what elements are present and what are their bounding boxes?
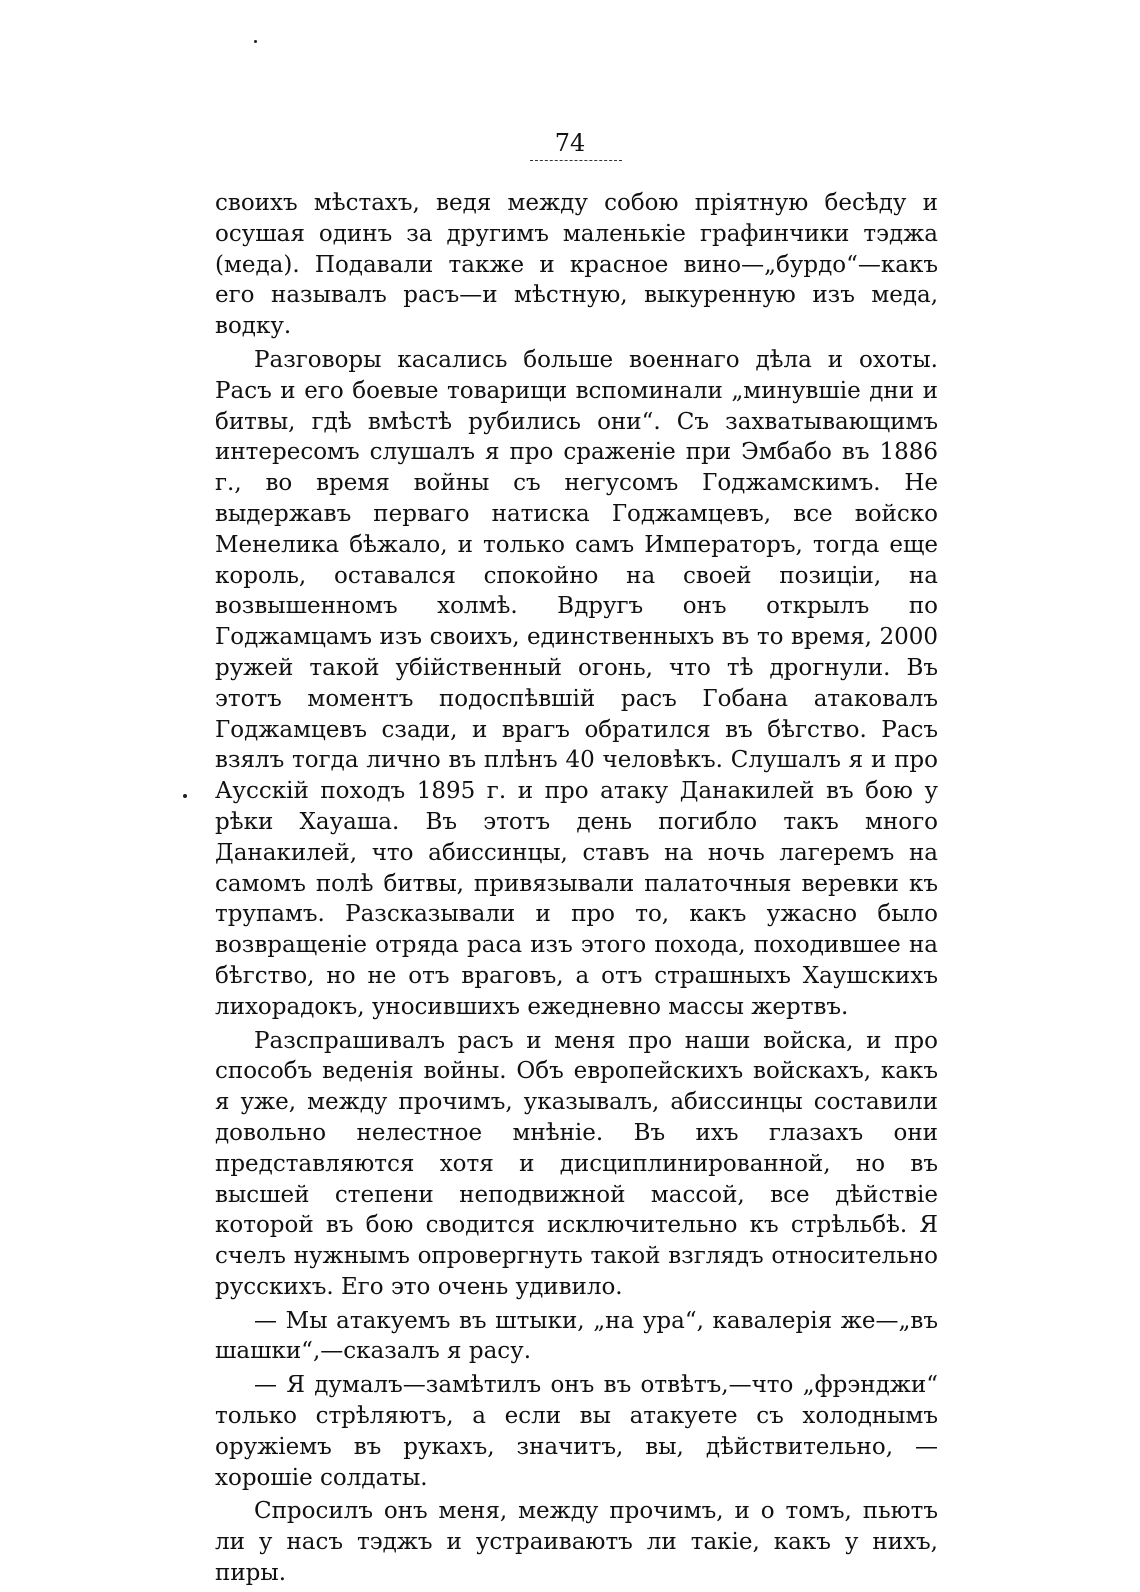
paragraph-5: — Я думалъ—замѣтилъ онъ въ отвѣтъ,—что „фрэнджи“ только стрѣляютъ, а если вы атакуете съ холоднымъ оружіемъ въ рукахъ, значитъ, вы, дѣйствительно, — хорошіе солдаты. xyxy=(215,1372,938,1491)
paragraph-2: Разговоры касались больше военнаго дѣла и охоты. Расъ и его боевые товарищи вспоминали „минувшіе дни и битвы, гдѣ вмѣстѣ рубились они“. Съ захватывающимъ интересомъ слушалъ я про сраженіе при Эмбабо въ 1886 г., во время войны съ негусомъ Годжамскимъ. Не выдержавъ перваго натиска Годжамцевъ, все войско Менелика бѣжало, и только самъ Императоръ, тогда еще король, оставался спокойно на своей позиціи, на возвышенномъ холмѣ. Вдругъ онъ открылъ по Годжамцамъ изъ своихъ, единственныхъ въ то время, 2000 ружей такой убійственный огонь, что тѣ дрогнули. Въ этотъ моментъ подоспѣвшій расъ Гобана атаковалъ Годжамцевъ сзади, и врагъ обратился въ бѣгство. Расъ взялъ тогда лично въ плѣнъ 40 человѣкъ. Слушалъ я и про Аусскій походъ 1895 г. и про атаку Данакилей въ бою у рѣки Хауаша. Въ этотъ день погибло такъ много Данакилей, что абиссинцы, ставъ на ночь лагеремъ на самомъ полѣ битвы, привязывали палаточныя веревки къ трупамъ. Разсказывали и про то, какъ ужасно было возвращеніе отряда раса изъ этого похода, походившее на бѣгство, но не отъ враговъ, а отъ страшныхъ Хаушскихъ лихорадокъ, уносившихъ ежедневно массы жертвъ. xyxy=(215,346,938,1020)
paragraph-4: — Мы атакуемъ въ штыки, „на ура“, кавалерія же—„въ шашки“,—сказалъ я расу. xyxy=(215,1307,938,1365)
body-text xyxy=(215,188,938,1592)
paragraph-1: своихъ мѣстахъ, ведя между собою пріятную бесѣду и осушая одинъ за другимъ маленькіе графинчики тэджа (меда). Подавали также и красное вино—„бурдо“—какъ его называлъ расъ—и мѣстную, выкуренную изъ меда, водку. xyxy=(215,190,938,340)
paper-speck xyxy=(254,40,257,43)
page-number: 74 xyxy=(554,129,586,157)
paragraph-3: Разспрашивалъ расъ и меня про наши войска, и про способъ веденія войны. Объ европейскихъ войскахъ, какъ я уже, между прочимъ, указывалъ, абиссинцы составили довольно нелестное мнѣніе. Въ ихъ глазахъ они представляются хотя и дисциплинированной, но въ высшей степени неподвижной массой, все дѣйствіе которой въ бою сводится исключительно къ стрѣльбѣ. Я счелъ нужнымъ опровергнуть такой взглядъ относительно русскихъ. Его это очень удивило. xyxy=(215,1027,938,1300)
page-number-rule xyxy=(530,160,622,161)
paper-speck xyxy=(183,794,187,798)
paragraph-6: Спросилъ онъ меня, между прочимъ, и о томъ, пьютъ ли у насъ тэджъ и устраиваютъ ли такіе, какъ у нихъ, пиры. xyxy=(215,1498,938,1587)
